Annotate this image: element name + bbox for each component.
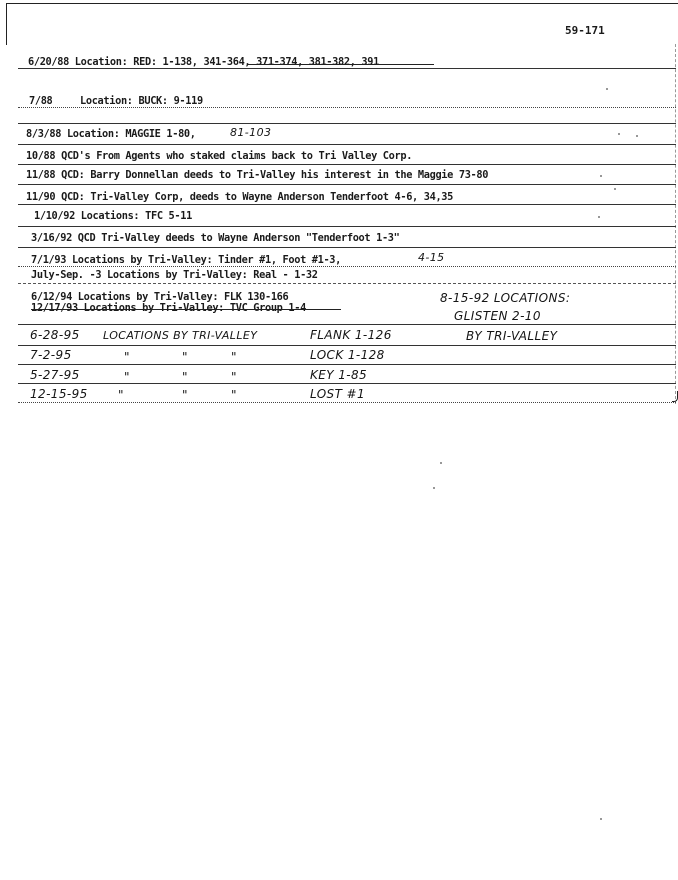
handwritten-tinder-addition: 4-15 <box>418 251 445 264</box>
ditto-mark: " <box>124 350 130 364</box>
right-border <box>675 44 676 404</box>
entry-tfc-locations: 1/10/92 Locations: TFC 5-11 <box>34 210 192 222</box>
entry-tinder-foot: 7/1/93 Locations by Tri-Valley: Tinder #1, Foot #1-3, <box>31 254 342 266</box>
scan-speck <box>433 487 435 489</box>
handwritten-lost-claim: LOST #1 <box>310 387 366 401</box>
entry-buck-locations: Location: BUCK: 9-119 <box>80 95 203 107</box>
rule-line <box>18 123 676 124</box>
scan-speck <box>600 175 602 177</box>
entry-qcd-donnellan: 11/88 QCD: Barry Donnellan deeds to Tri-Valley his interest in the Maggie 73-80 <box>26 169 489 181</box>
handwritten-glisten-claims: GLISTEN 2-10 <box>454 309 541 323</box>
scan-speck <box>600 818 602 820</box>
handwritten-lock-claims: LOCK 1-128 <box>310 348 385 362</box>
ditto-mark: " <box>118 388 124 402</box>
entry-flk-locations: 6/12/94 Locations by Tri-Valley: FLK 130-166 <box>31 291 289 303</box>
ditto-mark: " <box>182 388 188 402</box>
rule-line <box>18 184 676 185</box>
rule-line <box>18 68 676 69</box>
handwritten-date-row4: 12-15-95 <box>30 387 88 401</box>
ditto-mark: " <box>124 370 130 384</box>
rule-line <box>18 204 676 205</box>
top-border <box>6 3 678 4</box>
strike-through-tvc <box>31 309 341 310</box>
handwritten-date-row2: 7-2-95 <box>30 348 72 362</box>
handwritten-key-claims: KEY 1-85 <box>310 368 368 382</box>
entry-buck-date: 7/88 <box>29 95 53 107</box>
rule-line <box>18 283 676 284</box>
entry-maggie-locations: 8/3/88 Location: MAGGIE 1-80, <box>26 128 196 140</box>
rule-line <box>18 345 676 346</box>
rule-line <box>18 107 676 108</box>
ditto-mark: " <box>231 350 237 364</box>
handwritten-by-tri-valley: BY TRI-VALLEY <box>466 329 558 343</box>
handwritten-date-row3: 5-27-95 <box>30 368 80 382</box>
ditto-mark: " <box>182 350 188 364</box>
entry-tvc-group: 12/17/93 Locations by Tri-Valley: TVC Group 1-4 <box>31 302 306 314</box>
handwritten-maggie-addition: 81-103 <box>230 126 272 139</box>
rule-line <box>18 324 676 325</box>
handwritten-glisten-header: 8-15-92 LOCATIONS: <box>440 291 571 305</box>
rule-line <box>18 383 676 384</box>
rule-line <box>18 164 676 165</box>
handwritten-locations-by-tri-valley: LOCATIONS BY TRI-VALLEY <box>103 329 258 342</box>
rule-line <box>18 364 676 365</box>
rule-line <box>18 144 676 145</box>
rule-line <box>18 226 676 227</box>
entry-red-locations: 6/20/88 Location: RED: 1-138, 341-364, 371-374, 381-382, 391 <box>28 56 379 68</box>
scan-speck <box>606 88 608 90</box>
document-number: 59-171 <box>565 24 605 37</box>
rule-line <box>18 247 676 248</box>
strike-through-red <box>248 64 434 65</box>
scan-speck <box>636 135 638 137</box>
entry-qcd-agents: 10/88 QCD's From Agents who staked claims back to Tri Valley Corp. <box>26 150 413 162</box>
left-border <box>6 3 7 45</box>
ditto-mark: " <box>231 370 237 384</box>
scan-speck <box>618 133 620 135</box>
ditto-mark: " <box>182 370 188 384</box>
handwritten-date-row1: 6-28-95 <box>30 328 80 342</box>
handwritten-flank-claims: FLANK 1-126 <box>310 328 392 342</box>
frame-corner <box>672 391 678 402</box>
ditto-mark: " <box>231 388 237 402</box>
rule-line <box>18 266 676 267</box>
scan-speck <box>440 462 442 464</box>
scan-speck <box>614 188 616 190</box>
rule-line <box>18 402 676 403</box>
entry-real-locations: July-Sep. -3 Locations by Tri-Valley: Real - 1-32 <box>31 269 318 281</box>
scan-speck <box>598 216 600 218</box>
entry-qcd-tenderfoot: 3/16/92 QCD Tri-Valley deeds to Wayne Anderson "Tenderfoot 1-3" <box>31 232 400 244</box>
entry-qcd-anderson: 11/90 QCD: Tri-Valley Corp, deeds to Wayne Anderson Tenderfoot 4-6, 34,35 <box>26 191 453 203</box>
